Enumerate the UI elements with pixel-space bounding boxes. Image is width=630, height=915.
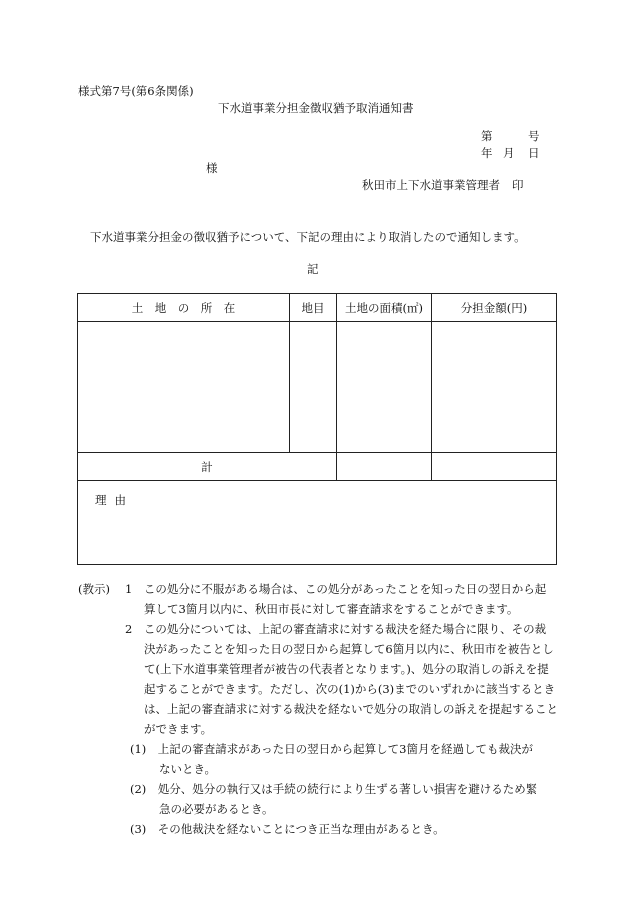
document-title: 下水道事業分担金徴収猶予取消通知書 — [218, 101, 414, 115]
sender-name: 秋田市上下水道事業管理者 — [362, 178, 500, 192]
notes-lead: (教示) — [78, 582, 110, 596]
table-header-row — [78, 294, 557, 322]
land-location-cell[interactable] — [78, 322, 290, 453]
notice-body-text: 下水道事業分担金の徴収猶予について、下記の理由により取消したので通知します。 — [90, 230, 526, 244]
table-total-row — [78, 453, 557, 481]
reason-row — [78, 481, 557, 565]
note-line: 算して3箇月以内に、秋田市長に対して審査請求をすることができます。 — [144, 602, 519, 616]
reason-label: 理由 — [95, 493, 134, 507]
ki-heading: 記 — [307, 262, 319, 276]
note-line: (1) 上記の審査請求があった日の翌日から起算して3箇月を経過しても裁決が — [130, 742, 533, 756]
land-category-cell[interactable] — [290, 322, 337, 453]
total-label: 計 — [78, 453, 337, 481]
note-line: 急の必要があるとき。 — [159, 802, 274, 816]
total-area-cell[interactable] — [337, 453, 432, 481]
note-line: 1 この処分に不服がある場合は、この処分があったことを知った日の翌日から起 — [125, 582, 547, 596]
date-month-label: 月 — [503, 146, 515, 160]
note-line: ができます。 — [144, 722, 213, 736]
form-number: 様式第7号(第6条関係) — [78, 84, 194, 98]
header-land-area: 土地の面積(㎡) — [337, 294, 432, 322]
note-line: て(上下水道事業管理者が被告の代表者となります。)、処分の取消しの訴えを提 — [144, 662, 549, 676]
table-row — [78, 322, 557, 453]
document-number-suffix: 号 — [528, 129, 540, 143]
date-year-label: 年 — [481, 146, 493, 160]
note-line: (3) その他裁決を経ないことにつき正当な理由があるとき。 — [130, 822, 445, 836]
note-line: ないとき。 — [159, 762, 217, 776]
header-land-location: 土 地 の 所 在 — [78, 294, 290, 322]
note-line: 起することができます。ただし、次の(1)から(3)までのいずれかに該当するとき — [144, 682, 556, 696]
note-line: は、上記の審査請求に対する裁決を経ないで処分の取消しの訴えを提起すること — [144, 702, 558, 716]
land-table — [77, 293, 557, 565]
header-land-category: 地目 — [290, 294, 337, 322]
header-charge-amount: 分担金額(円) — [432, 294, 557, 322]
seal-mark: 印 — [512, 178, 524, 192]
recipient-honorific: 様 — [206, 161, 218, 175]
charge-amount-cell[interactable] — [432, 322, 557, 453]
date-day-label: 日 — [528, 146, 540, 160]
land-area-cell[interactable] — [337, 322, 432, 453]
reason-cell[interactable] — [78, 481, 557, 565]
total-amount-cell[interactable] — [432, 453, 557, 481]
note-line: 2 この処分については、上記の審査請求に対する裁決を経た場合に限り、その裁 — [125, 622, 547, 636]
note-line: (2) 処分、処分の執行又は手続の続行により生ずる著しい損害を避けるため緊 — [130, 782, 538, 796]
document-number-label: 第 — [481, 129, 493, 143]
note-line: 決があったことを知った日の翌日から起算して6箇月以内に、秋田市を被告とし — [144, 642, 554, 656]
